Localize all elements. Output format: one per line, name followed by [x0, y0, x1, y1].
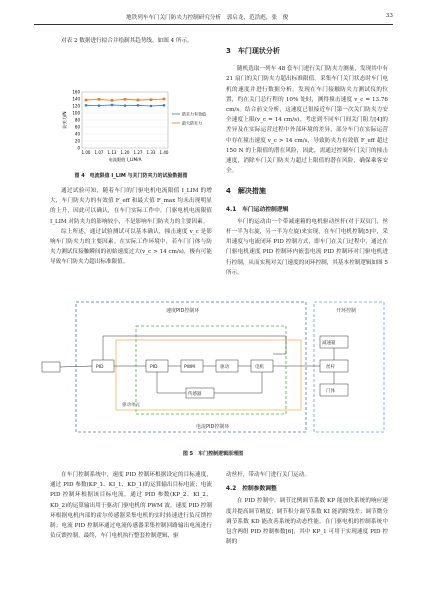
- left-column: [50, 36, 212, 46]
- motor-text: 电机: [255, 365, 264, 370]
- open-loop-label: 开环控制: [336, 308, 357, 314]
- running-header: [34, 10, 393, 25]
- y-axis-label: 防夹力/N: [62, 111, 67, 129]
- y-tick-label: 20: [74, 138, 80, 144]
- y-tick-label: 0: [77, 145, 80, 151]
- y-tick-label: 120: [72, 103, 80, 109]
- left-column-body: [50, 186, 212, 268]
- x-tick-label: 1.07: [94, 150, 104, 155]
- x-tick-label: 1.40: [159, 150, 169, 155]
- data-point: [150, 98, 153, 101]
- chart-svg: [60, 86, 210, 166]
- door-text: 门体: [326, 389, 335, 394]
- x-tick-label: 1.33: [146, 150, 156, 155]
- data-point: [85, 99, 88, 102]
- feedback-frame: [116, 340, 301, 410]
- feedback-label: 驱动单元: [122, 403, 140, 408]
- data-point: [137, 104, 140, 107]
- figure-5: [36, 296, 390, 460]
- y-tick-label: 40: [74, 131, 80, 137]
- section-3-title: 3 车门现状分析: [226, 47, 280, 55]
- data-point: [163, 98, 166, 101]
- right-column: [226, 36, 388, 278]
- intro-paragraph: 对表 2 数据进行拟合并绘制其趋势线，如图 4 所示。: [61, 38, 193, 44]
- data-point: [98, 98, 101, 101]
- data-point: [137, 99, 140, 102]
- x-tick-label: 1.00: [81, 150, 91, 155]
- x-tick-label: 1.27: [133, 150, 143, 155]
- figure-4-caption: 图 4 电流限值 I_LIM 与关门防夹力的试验数据图: [74, 173, 188, 179]
- journal-title: 地铁列车车门关门防夹力控制研究分析 郭启龙，范浩彪，张 俊: [126, 15, 289, 21]
- data-point: [98, 104, 101, 107]
- x-axis-label: 电流限值 I_LIM/A: [108, 157, 142, 162]
- speed-loop-label: 速度PID控制环: [166, 308, 200, 314]
- bottom-left-paragraph: 在车门控制系统中，速度 PID 控制环根据设定的目标速度，通过 PID 参数(KP_1、KI_1、KD_1)的运算输出目标电流；电流 PID 控制环根据该目标电流，通过 PID 参数(KP_2、KI_2、KD_2)的运算输出用于驱动门驱电机的 PWM 波。速度 PID 控制环根据电机内部的霍尔传感器采集电机的实时转速进行负反馈控制；电流 PID 控制环通过电流传感器采集控制回路输出电流进行负反馈控制。最终，车门电机执行整套控制逻辑，驱: [50, 472, 212, 540]
- driver-text: 驱动: [220, 365, 229, 370]
- x-tick-label: 1.20: [120, 150, 130, 155]
- speed-pid-text: PID: [96, 365, 104, 370]
- y-tick-label: 80: [74, 117, 80, 123]
- section-4-1-text: 车门的运动由一个带减速箱的电机驱动丝杆(对于双页门，丝杆一半为右旋，另一半为左旋)来实现，在车门电机控制[5]中，采用速度与电流闭环 PID 控制方式，即车门在关门过程中，通过在门驱电机速度 PID 控制环内嵌套电流 PID 控制环对门驱电机进行控制，从而实现对关门速度的闭环控制，其基本控制逻辑如图 5 所示。: [226, 218, 388, 276]
- pwm-text: PWM: [184, 365, 196, 370]
- data-point: [124, 104, 127, 107]
- bottom-left-column: [50, 470, 212, 541]
- section-4-1-title: 4.1 车门运动控制逻辑: [226, 206, 289, 213]
- bottom-right-column: [226, 470, 388, 547]
- data-point: [163, 104, 166, 107]
- section-4-title: 4 解决措施: [226, 187, 266, 196]
- y-tick-label: 140: [72, 96, 80, 102]
- data-point: [124, 98, 127, 101]
- data-point: [150, 105, 153, 108]
- paragraph-3: 综上所述，通过试验测试可以基本确认，撞击速度 v_c 是影响车门防夹力的主要因素。在实际工作环境中，若车门门体与防夹力测试仪接触瞬间的初始速度过大(v_c > 14 cm/s)，极有可能导致车门防夹力超出标准限值。: [50, 228, 212, 266]
- y-tick-label: 60: [74, 124, 80, 130]
- y-tick-label: 100: [72, 110, 80, 116]
- section-3-text: 随机选取一列车 48 套车门进行关门防夹力测量，发现其中有 21 扇门的关门防夹力超出标准限值。采集车门关门状态时车门电机的速度并进行数据分析，发现在车门接触防夹力测试仪的位置，约在关门总行程的 10% 处时，测得撞击速度 v_c = 13.76 cm/s。结合前文分析，这速度已很接近车门第一次关门防夹力安全速度上限(v_c = 14 cm/s)，考虑到不同车门间关门阻力[4]的差异及在实际运营过程中外部环境的差异，部分车门在实际运营中存在撞击速度 v_c > 14 cm/s，导致防夹力有效值 F_eff 超过 150 N 的上限值的潜在风险，因此，需通过控制车门关门的撞击速度，消除车门关门防夹力超过上限值的潜在风险，确保乘客安全。: [226, 66, 388, 175]
- control-diagram: [36, 296, 390, 446]
- input-block: [42, 362, 60, 372]
- data-point: [111, 99, 114, 102]
- legend-label: 最大防夹力: [182, 120, 202, 126]
- sensor-text: 传感器: [188, 392, 202, 397]
- section-4-2-title: 4.2 控制参数调整: [226, 486, 277, 493]
- page-number: 33: [385, 13, 393, 19]
- bottom-right-paragraph-1: 动丝杆，带动车门进行关门运动。: [226, 472, 310, 478]
- current-pid-text: PID: [150, 365, 158, 370]
- gearbox-text: 减速箱: [322, 341, 336, 346]
- figure-5-caption: 图 5 车门控制逻辑原理图: [182, 451, 244, 457]
- spindle-text: 丝杆: [326, 365, 335, 370]
- bottom-right-paragraph-2: 在 PID 控制中，调节比例调节系数 KP 能加快系统的响应速度并提高调节精度；调节积分调节系数 KI 能消除残差；调节微分调节系数 KD 能改善系统的动态性能。在门驱电机的控制系统中包含两组 PID 控制参数[6]，其中 KP_1 可用于实现速度 PID 控制的: [226, 498, 388, 546]
- data-point: [85, 104, 88, 107]
- x-tick-label: 1.13: [107, 150, 117, 155]
- current-loop-label: 电流PID控制环: [196, 424, 230, 430]
- data-point: [111, 104, 114, 107]
- legend-label: 防夹力有效值: [182, 111, 206, 117]
- y-tick-label: 160: [72, 89, 80, 95]
- figure-4: [60, 86, 210, 166]
- paragraph-2: 通过试验可知，随着车门的门驱电机电流限值 I_LIM 的增大，车门防夹力的有效值 F_eff 和最大值 F_max 均未出现明显的上升，因此可以确认，在车门实际工作中，门驱电机电流限值 I_LIM 对防夹力的影响较小，不是影响车门防夹力的主要因素。: [50, 188, 212, 225]
